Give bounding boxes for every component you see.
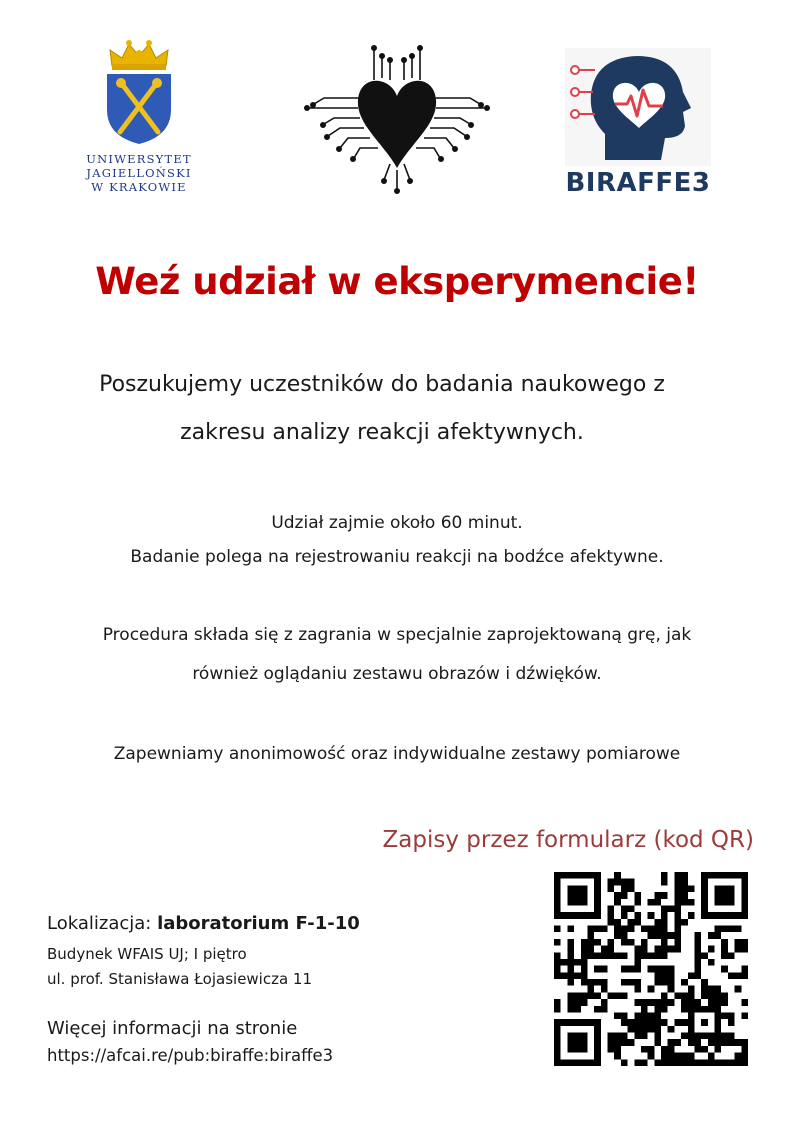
lead-line-1: Poszukujemy uczestników do badania naukowego z [99, 372, 665, 397]
procedure-text-line-2: również oglądaniu zestawu obrazów i dźwięków. [192, 664, 602, 684]
lead-line-2: zakresu analizy reakcji afektywnych. [180, 420, 584, 445]
more-info-label: Więcej informacji na stronie [47, 1018, 298, 1039]
location-room: laboratorium F-1-10 [157, 913, 360, 934]
biraffe-logo [565, 48, 711, 198]
university-name-line-3: W KRAKOWIE [91, 180, 187, 194]
biraffe-wordmark: BIRAFFE3 [565, 168, 711, 198]
duration-text: Udział zajmie około 60 minut. [271, 513, 523, 533]
anonymity-text: Zapewniamy anonimowość oraz indywidualne zestawy pomiarowe [113, 744, 681, 764]
university-name-line-2: JAGIELLOŃSKI [86, 166, 192, 180]
building-text: Budynek WFAIS UJ; I piętro [47, 945, 247, 963]
circuit-heart-logo [304, 40, 490, 194]
university-crest-icon [104, 38, 174, 146]
head-heart-pulse-icon [565, 48, 711, 166]
headline: Weź udział w eksperymencie! [95, 260, 699, 303]
procedure-text-line-1: Procedura składa się z zagrania w specjalnie zaprojektowaną grę, jak [102, 625, 692, 645]
signup-text: Zapisy przez formularz (kod QR) [382, 827, 754, 853]
university-logo [86, 38, 192, 198]
more-info-url[interactable]: https://afcai.re/pub:biraffe:biraffe3 [47, 1046, 334, 1065]
street-text: ul. prof. Stanisława Łojasiewicza 11 [47, 970, 313, 988]
qr-code-icon [554, 872, 748, 1066]
description-text: Badanie polega na rejestrowaniu reakcji na bodźce afektywne. [130, 547, 664, 567]
university-name-line-1: UNIWERSYTET [86, 152, 192, 166]
signup-qr-code[interactable] [554, 872, 748, 1066]
location-label: Lokalizacja: [47, 913, 158, 934]
location-line [47, 913, 360, 934]
circuit-heart-icon [304, 40, 490, 194]
